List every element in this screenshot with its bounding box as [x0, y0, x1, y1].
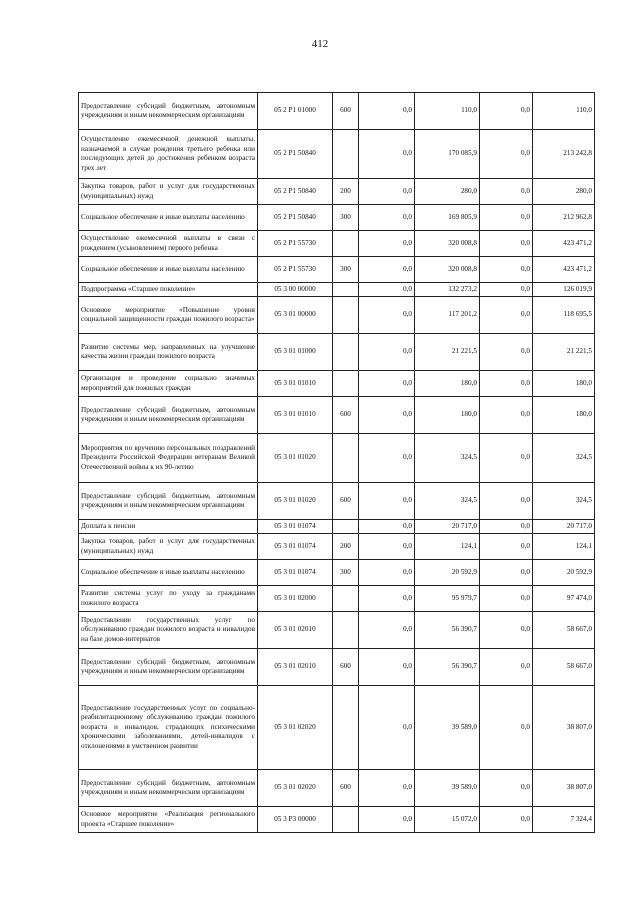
row-value-4: 97 474,0 [533, 586, 595, 612]
row-expense-type: 300 [333, 257, 359, 283]
row-value-3: 0,0 [480, 586, 533, 612]
row-value-2: 169 805,9 [415, 205, 480, 231]
row-value-3: 0,0 [480, 283, 533, 297]
row-value-1: 0,0 [359, 560, 415, 586]
row-value-1: 0,0 [359, 770, 415, 807]
row-code: 05 3 01 01074 [258, 520, 333, 534]
row-value-3: 0,0 [480, 231, 533, 257]
row-value-3: 0,0 [480, 205, 533, 231]
row-value-2: 320 008,8 [415, 257, 480, 283]
row-code: 05 3 P3 00000 [258, 807, 333, 833]
row-name: Предоставление субсидий бюджетным, автономным учреждениям и иным некоммерческим организациям [79, 770, 258, 807]
row-name: Предоставление субсидий бюджетным, автономным учреждениям и иным некоммерческим организациям [79, 397, 258, 434]
row-value-1: 0,0 [359, 686, 415, 770]
row-expense-type [333, 586, 359, 612]
row-value-4: 20 717,0 [533, 520, 595, 534]
row-code: 05 3 01 01000 [258, 334, 333, 371]
row-code: 05 2 P1 50840 [258, 179, 333, 205]
row-expense-type: 600 [333, 483, 359, 520]
row-value-2: 21 221,5 [415, 334, 480, 371]
row-code: 05 3 01 02010 [258, 649, 333, 686]
row-expense-type [333, 371, 359, 397]
row-name: Предоставление государственных услуг по социально-реабилитационному обслуживанию граждан пожилого возраста и инвалидов, страдающих психическими хроническими заболеваниями, детей-инвалидов с отклонениями в умственном развитии [79, 686, 258, 770]
row-value-1: 0,0 [359, 205, 415, 231]
row-value-1: 0,0 [359, 807, 415, 833]
row-value-2: 180,0 [415, 397, 480, 434]
row-name: Основное мероприятие «Реализация регионального проекта «Старшее поколение» [79, 807, 258, 833]
row-value-2: 15 072,0 [415, 807, 480, 833]
row-name: Закупка товаров, работ и услуг для государственных (муниципальных) нужд [79, 534, 258, 560]
row-value-2: 180,0 [415, 371, 480, 397]
row-value-1: 0,0 [359, 483, 415, 520]
table-row [79, 283, 595, 297]
row-value-1: 0,0 [359, 334, 415, 371]
row-value-3: 0,0 [480, 297, 533, 334]
row-value-2: 124,1 [415, 534, 480, 560]
row-value-2: 39 589,0 [415, 770, 480, 807]
row-value-3: 0,0 [480, 93, 533, 130]
row-value-2: 324,5 [415, 483, 480, 520]
row-value-4: 20 592,9 [533, 560, 595, 586]
row-name: Подпрограмма «Старшее поколение» [79, 283, 258, 297]
row-name: Социальное обеспечение и иные выплаты населению [79, 560, 258, 586]
row-expense-type [333, 612, 359, 649]
row-value-1: 0,0 [359, 297, 415, 334]
table-row [79, 371, 595, 397]
row-value-3: 0,0 [480, 770, 533, 807]
row-value-1: 0,0 [359, 179, 415, 205]
row-name: Предоставление субсидий бюджетным, автономным учреждениям и иным некоммерческим организациям [79, 483, 258, 520]
table-row [79, 649, 595, 686]
table-row [79, 257, 595, 283]
row-code: 05 3 01 02000 [258, 586, 333, 612]
table-row [79, 770, 595, 807]
row-expense-type [333, 130, 359, 179]
row-value-3: 0,0 [480, 334, 533, 371]
row-value-4: 180,0 [533, 371, 595, 397]
row-name: Предоставление субсидий бюджетным, автономным учреждениям и иным некоммерческим организациям [79, 93, 258, 130]
row-value-4: 38 807,0 [533, 770, 595, 807]
row-code: 05 3 01 01010 [258, 371, 333, 397]
row-code: 05 3 01 01074 [258, 560, 333, 586]
row-expense-type [333, 231, 359, 257]
row-value-1: 0,0 [359, 130, 415, 179]
row-expense-type: 600 [333, 397, 359, 434]
row-expense-type: 200 [333, 534, 359, 560]
row-value-3: 0,0 [480, 520, 533, 534]
table-row [79, 612, 595, 649]
row-value-1: 0,0 [359, 434, 415, 483]
row-value-2: 56 390,7 [415, 612, 480, 649]
row-expense-type: 600 [333, 93, 359, 130]
row-value-4: 213 242,8 [533, 130, 595, 179]
row-value-4: 423 471,2 [533, 231, 595, 257]
row-name: Доплата к пенсии [79, 520, 258, 534]
row-code: 05 3 01 02020 [258, 770, 333, 807]
row-code: 05 3 01 02020 [258, 686, 333, 770]
table-row [79, 334, 595, 371]
row-value-3: 0,0 [480, 397, 533, 434]
row-value-2: 95 979,7 [415, 586, 480, 612]
row-value-2: 117 201,2 [415, 297, 480, 334]
row-value-4: 324,5 [533, 483, 595, 520]
row-value-4: 38 807,0 [533, 686, 595, 770]
table-row [79, 434, 595, 483]
row-expense-type [333, 334, 359, 371]
row-code: 05 3 01 02010 [258, 612, 333, 649]
row-code: 05 3 01 01020 [258, 434, 333, 483]
row-value-3: 0,0 [480, 483, 533, 520]
row-name: Закупка товаров, работ и услуг для государственных (муниципальных) нужд [79, 179, 258, 205]
row-code: 05 2 P1 50840 [258, 130, 333, 179]
row-code: 05 2 P1 50840 [258, 205, 333, 231]
row-value-1: 0,0 [359, 371, 415, 397]
row-value-1: 0,0 [359, 283, 415, 297]
row-expense-type: 300 [333, 205, 359, 231]
row-value-1: 0,0 [359, 93, 415, 130]
row-expense-type: 300 [333, 560, 359, 586]
row-value-3: 0,0 [480, 612, 533, 649]
table-row [79, 130, 595, 179]
row-value-1: 0,0 [359, 586, 415, 612]
row-name: Мероприятия по вручению персональных поздравлений Президента Российской Федерации ветеранам Великой Отечественной войны к их 90-летию [79, 434, 258, 483]
row-name: Предоставление субсидий бюджетным, автономным учреждениям и иным некоммерческим организациям [79, 649, 258, 686]
row-value-2: 56 390,7 [415, 649, 480, 686]
row-value-2: 170 085,9 [415, 130, 480, 179]
row-value-4: 280,0 [533, 179, 595, 205]
row-value-2: 39 589,0 [415, 686, 480, 770]
table-row [79, 807, 595, 833]
row-value-3: 0,0 [480, 257, 533, 283]
row-expense-type [333, 686, 359, 770]
row-name: Развитие системы услуг по уходу за гражданами пожилого возраста [79, 586, 258, 612]
table-row [79, 686, 595, 770]
row-value-3: 0,0 [480, 686, 533, 770]
table-row [79, 179, 595, 205]
row-code: 05 2 P1 01000 [258, 93, 333, 130]
row-expense-type [333, 434, 359, 483]
row-value-3: 0,0 [480, 130, 533, 179]
row-code: 05 3 01 01020 [258, 483, 333, 520]
table-row [79, 397, 595, 434]
row-value-3: 0,0 [480, 649, 533, 686]
row-value-1: 0,0 [359, 397, 415, 434]
row-expense-type: 600 [333, 770, 359, 807]
budget-table [78, 92, 595, 833]
row-name: Предоставление государственных услуг по обслуживанию граждан пожилого возраста и инвалидов на базе домов-интернатов [79, 612, 258, 649]
row-expense-type: 600 [333, 649, 359, 686]
row-value-4: 118 695,5 [533, 297, 595, 334]
row-name: Развитие системы мер, направленных на улучшение качества жизни граждан пожилого возраста [79, 334, 258, 371]
row-value-4: 58 667,0 [533, 612, 595, 649]
row-value-4: 58 667,0 [533, 649, 595, 686]
row-value-2: 320 008,8 [415, 231, 480, 257]
page-number: 412 [311, 38, 329, 50]
table-row [79, 534, 595, 560]
row-value-2: 20 592,9 [415, 560, 480, 586]
row-value-3: 0,0 [480, 371, 533, 397]
table-row [79, 205, 595, 231]
row-name: Социальное обеспечение и иные выплаты населению [79, 205, 258, 231]
row-value-4: 324,5 [533, 434, 595, 483]
row-code: 05 2 P1 55730 [258, 231, 333, 257]
row-code: 05 3 01 01010 [258, 397, 333, 434]
row-name: Организация и проведение социально значимых мероприятий для пожилых граждан [79, 371, 258, 397]
row-expense-type [333, 283, 359, 297]
row-value-2: 110,0 [415, 93, 480, 130]
table-row [79, 520, 595, 534]
row-value-1: 0,0 [359, 257, 415, 283]
row-name: Основное мероприятие «Повышение уровня социальной защищенности граждан пожилого возраста» [79, 297, 258, 334]
row-value-4: 7 324,4 [533, 807, 595, 833]
row-value-2: 324,5 [415, 434, 480, 483]
row-value-3: 0,0 [480, 560, 533, 586]
row-value-2: 280,0 [415, 179, 480, 205]
row-value-1: 0,0 [359, 649, 415, 686]
row-value-4: 126 019,9 [533, 283, 595, 297]
row-value-1: 0,0 [359, 231, 415, 257]
row-name: Социальное обеспечение и иные выплаты населению [79, 257, 258, 283]
row-value-1: 0,0 [359, 520, 415, 534]
row-expense-type [333, 520, 359, 534]
row-code: 05 3 01 00000 [258, 297, 333, 334]
row-value-4: 110,0 [533, 93, 595, 130]
row-value-4: 124,1 [533, 534, 595, 560]
row-value-3: 0,0 [480, 807, 533, 833]
row-expense-type: 200 [333, 179, 359, 205]
row-value-1: 0,0 [359, 534, 415, 560]
table-row [79, 560, 595, 586]
table-row [79, 231, 595, 257]
row-name: Осуществление ежемесячной денежной выплаты, назначаемой в случае рождения третьего ребенка или последующих детей до достижения ребенком возраста трех лет [79, 130, 258, 179]
row-value-4: 180,0 [533, 397, 595, 434]
table-row [79, 93, 595, 130]
row-expense-type [333, 297, 359, 334]
row-value-4: 212 962,8 [533, 205, 595, 231]
row-code: 05 3 00 00000 [258, 283, 333, 297]
row-value-4: 21 221,5 [533, 334, 595, 371]
row-value-4: 423 471,2 [533, 257, 595, 283]
row-code: 05 3 01 01074 [258, 534, 333, 560]
row-value-1: 0,0 [359, 612, 415, 649]
row-value-3: 0,0 [480, 179, 533, 205]
table-row [79, 297, 595, 334]
table-row [79, 586, 595, 612]
row-expense-type [333, 807, 359, 833]
row-code: 05 2 P1 55730 [258, 257, 333, 283]
row-value-2: 20 717,0 [415, 520, 480, 534]
row-value-3: 0,0 [480, 534, 533, 560]
row-value-3: 0,0 [480, 434, 533, 483]
row-name: Осуществление ежемесячной выплаты в связи с рождением (усыновлением) первого ребенка [79, 231, 258, 257]
table-row [79, 483, 595, 520]
row-value-2: 132 273,2 [415, 283, 480, 297]
